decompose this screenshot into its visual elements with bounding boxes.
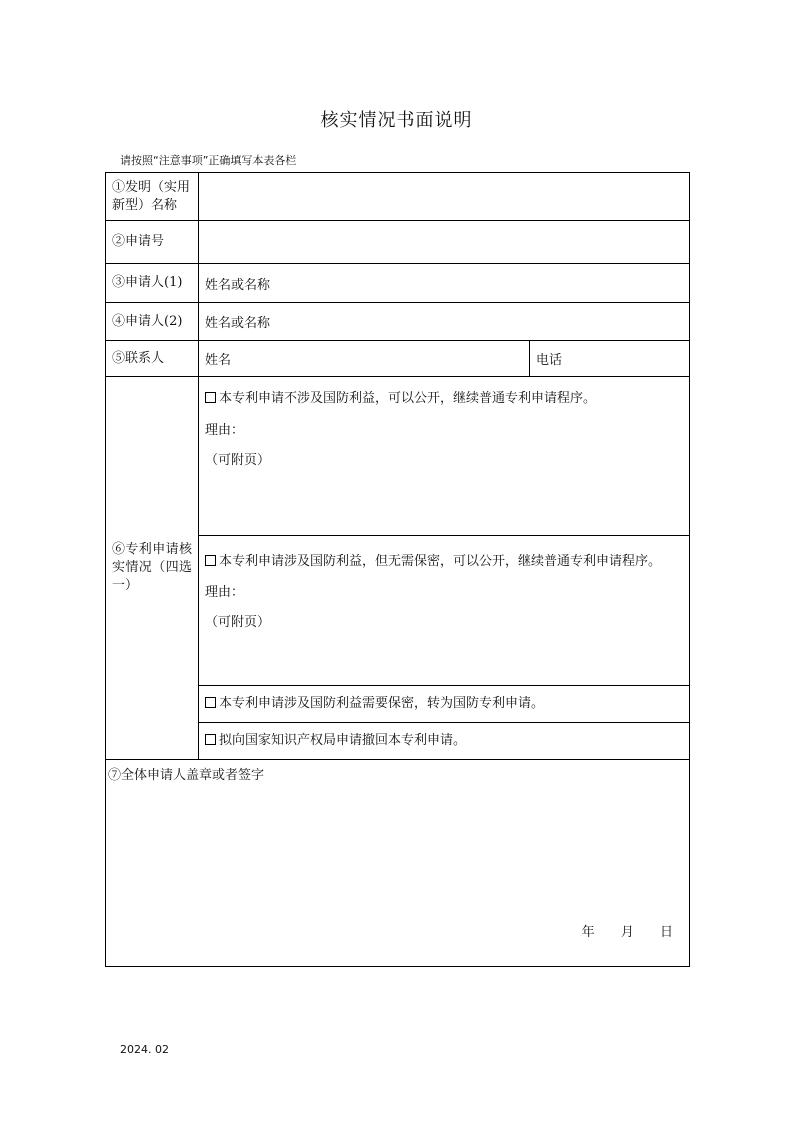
option-2-text: 本专利申请涉及国防利益，但无需保密，可以公开，继续普通专利申请程序。 <box>219 554 662 569</box>
option-4-checkbox[interactable] <box>205 734 216 745</box>
option-1[interactable] <box>205 389 683 409</box>
applicant-2-input[interactable]: 姓名或名称 <box>199 303 690 341</box>
application-number-label: ②申请号 <box>106 221 199 264</box>
option-row-1 <box>106 377 690 536</box>
invention-name-input[interactable] <box>199 173 690 221</box>
invention-name-label: ①发明（实用新型）名称 <box>106 173 199 221</box>
page-title: 核实情况书面说明 <box>320 110 473 131</box>
option-3-cell <box>199 686 690 723</box>
option-3-checkbox[interactable] <box>205 697 216 708</box>
option-4-text: 拟向国家知识产权局申请撤回本专利申请。 <box>219 733 467 748</box>
fill-instruction: 请按照“注意事项”正确填写本表各栏 <box>120 154 297 167</box>
row-signature <box>106 760 690 967</box>
date-day-label: 日 <box>659 925 673 940</box>
option-3[interactable] <box>205 694 683 714</box>
signature-date <box>570 921 673 940</box>
date-month-label: 月 <box>620 925 634 940</box>
option-2-cell <box>199 536 690 686</box>
option-2-attach-note: （可附页） <box>205 615 271 630</box>
applicant-1-input[interactable]: 姓名或名称 <box>199 264 690 303</box>
row-application-number <box>106 221 690 264</box>
option-1-text: 本专利申请不涉及国防利益，可以公开，继续普通专利申请程序。 <box>219 391 597 406</box>
option-4-cell <box>199 723 690 760</box>
option-1-checkbox[interactable] <box>205 392 216 403</box>
check-status-label: ⑥专利申请核实情况（四选一） <box>106 377 199 760</box>
option-1-attach-note: （可附页） <box>205 453 271 468</box>
application-number-input[interactable] <box>199 221 690 264</box>
option-2-checkbox[interactable] <box>205 555 216 566</box>
contact-name-input[interactable]: 姓名 <box>199 341 530 377</box>
option-4[interactable] <box>205 731 683 751</box>
form-version: 2024. 02 <box>120 1043 169 1056</box>
signature-area[interactable] <box>106 760 690 967</box>
row-invention-name <box>106 173 690 221</box>
option-2[interactable] <box>205 552 683 572</box>
row-contact <box>106 341 690 377</box>
row-applicant-2 <box>106 303 690 341</box>
contact-label: ⑤联系人 <box>106 341 199 377</box>
applicant-2-label: ④申请人(2) <box>106 303 199 341</box>
option-3-text: 本专利申请涉及国防利益需要保密，转为国防专利申请。 <box>219 696 545 711</box>
date-year-label: 年 <box>581 925 595 940</box>
contact-phone-input[interactable]: 电话 <box>530 341 690 377</box>
row-applicant-1 <box>106 264 690 303</box>
option-1-cell <box>199 377 690 536</box>
option-1-reason: 理由： <box>205 423 245 438</box>
signature-label: ⑦全体申请人盖章或者签字 <box>108 768 265 783</box>
applicant-1-label: ③申请人(1) <box>106 264 199 303</box>
verification-form-table <box>105 172 690 967</box>
option-2-reason: 理由： <box>205 585 245 600</box>
